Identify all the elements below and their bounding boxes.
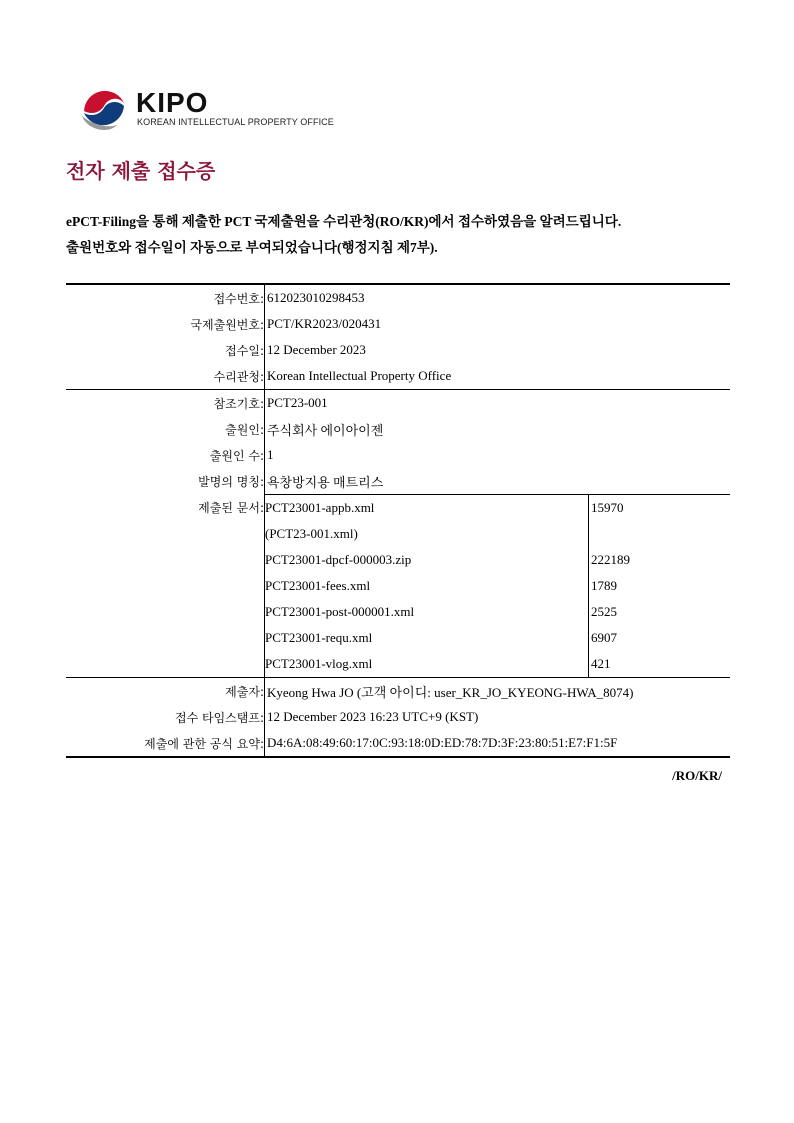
row-receipt-number bbox=[66, 284, 730, 311]
document-row bbox=[265, 495, 730, 522]
row-invention-title bbox=[66, 468, 730, 494]
receipt-number-value: 612023010298453 bbox=[265, 284, 731, 311]
receipt-date-label: 접수일: bbox=[225, 343, 264, 358]
document-row bbox=[265, 651, 730, 677]
applicant-label: 출원인: bbox=[225, 422, 264, 437]
submitter-value: Kyeong Hwa JO (고객 아이디: user_KR_JO_KYEONG-HWA_8074) bbox=[265, 678, 731, 705]
intro-line-1: ePCT-Filing을 통해 제출한 PCT 국제출원을 수리관청(RO/KR)에서 접수하였음을 알려드립니다. bbox=[66, 214, 622, 229]
receiving-office-value: Korean Intellectual Property Office bbox=[265, 363, 731, 390]
row-digest bbox=[66, 730, 730, 757]
timestamp-label: 접수 타임스탬프: bbox=[174, 710, 264, 725]
applicant-count-value: 1 bbox=[265, 442, 731, 468]
row-applicant-count bbox=[66, 442, 730, 468]
kipo-logo bbox=[80, 86, 350, 132]
document-size: 15970 bbox=[589, 495, 731, 522]
receipt-table bbox=[66, 283, 730, 758]
document-name: PCT23001-appb.xml bbox=[265, 495, 589, 522]
invention-title-value: 욕창방지용 매트리스 bbox=[265, 468, 731, 494]
applicant-count-label: 출원인 수: bbox=[209, 448, 264, 463]
row-receiving-office bbox=[66, 363, 730, 390]
row-applicant bbox=[66, 416, 730, 442]
taegeuk-logo-icon bbox=[80, 86, 130, 132]
document-name: PCT23001-fees.xml bbox=[265, 573, 589, 599]
document-size: 1789 bbox=[591, 578, 617, 593]
timestamp-value: 12 December 2023 16:23 UTC+9 (KST) bbox=[265, 704, 731, 730]
document-name: (PCT23-001.xml) bbox=[265, 521, 589, 547]
document-name: PCT23001-post-000001.xml bbox=[265, 599, 589, 625]
row-receipt-date bbox=[66, 337, 730, 363]
row-submitted-documents bbox=[66, 494, 730, 678]
reference-label: 참조기호: bbox=[66, 390, 265, 417]
document-name: PCT23001-requ.xml bbox=[265, 625, 589, 651]
document-row bbox=[265, 547, 730, 573]
digest-value: D4:6A:08:49:60:17:0C:93:18:0D:ED:78:7D:3F:23:80:51:E7:F1:5F bbox=[265, 730, 731, 757]
document-name: PCT23001-vlog.xml bbox=[265, 651, 589, 677]
row-submitter bbox=[66, 678, 730, 705]
document-row bbox=[265, 625, 730, 651]
application-number-value: PCT/KR2023/020431 bbox=[265, 311, 731, 337]
document-name: PCT23001-dpcf-000003.zip bbox=[265, 547, 589, 573]
reference-value: PCT23-001 bbox=[265, 390, 731, 417]
document-size: 222189 bbox=[591, 552, 630, 567]
row-application-number bbox=[66, 311, 730, 337]
document-row bbox=[265, 573, 730, 599]
document-size: 2525 bbox=[591, 604, 617, 619]
page-title: 전자 제출 접수증 bbox=[66, 159, 216, 183]
receiving-office-label: 수리관청: bbox=[213, 369, 264, 384]
footer-reference: /RO/KR/ bbox=[672, 768, 722, 783]
submitted-documents-label: 제출된 문서: bbox=[198, 501, 264, 515]
logo-subtitle: KOREAN INTELLECTUAL PROPERTY OFFICE bbox=[137, 117, 334, 127]
receipt-date-value: 12 December 2023 bbox=[265, 337, 731, 363]
digest-label: 제출에 관한 공식 요약: bbox=[66, 730, 265, 757]
invention-title-label: 발명의 명칭: bbox=[198, 474, 264, 489]
logo-wordmark: KIPO bbox=[136, 87, 209, 118]
document-size bbox=[589, 521, 731, 547]
document-size: 421 bbox=[591, 656, 611, 671]
documents-table bbox=[265, 494, 730, 677]
receipt-number-label: 접수번호: bbox=[66, 284, 265, 311]
document-row bbox=[265, 521, 730, 547]
row-timestamp bbox=[66, 704, 730, 730]
document-size: 6907 bbox=[591, 630, 617, 645]
document-row bbox=[265, 599, 730, 625]
row-reference bbox=[66, 390, 730, 417]
submitter-label: 제출자: bbox=[66, 678, 265, 705]
application-number-label: 국제출원번호: bbox=[190, 317, 264, 332]
intro-line-2: 출원번호와 접수일이 자동으로 부여되었습니다(행정지침 제7부). bbox=[66, 240, 438, 255]
intro-text bbox=[66, 209, 621, 261]
applicant-value: 주식회사 에이아이젠 bbox=[265, 416, 731, 442]
